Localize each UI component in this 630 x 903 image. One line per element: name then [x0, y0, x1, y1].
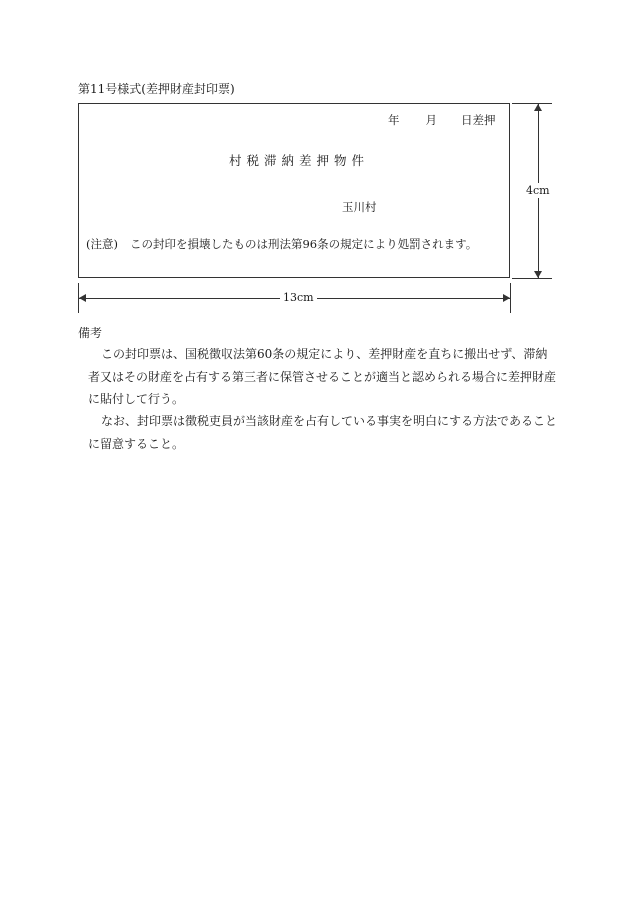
- year-label: 年: [388, 113, 400, 127]
- form-title: 第11号様式(差押財産封印票): [78, 82, 235, 96]
- remarks-paragraph-1: この封印票は、国税徴収法第60条の規定により、差押財産を直ちに搬出せず、滞納者又はその財産を占有する第三者に保管させることが適当と認められる場合に差押財産に貼付して行う。: [88, 347, 557, 406]
- seal-note: [86, 236, 477, 252]
- width-dimension-right-tick: [510, 283, 511, 313]
- arrow-right-icon: [503, 294, 510, 302]
- seal-title: 村税滞納差押物件: [229, 153, 370, 168]
- height-dimension-bottom-tick: [512, 278, 552, 279]
- width-dimension-label: 13cm: [280, 291, 317, 304]
- height-dimension-label: 4cm: [526, 184, 550, 197]
- arrow-down-icon: [534, 271, 542, 278]
- seal-date-line: [388, 112, 496, 128]
- height-dimension-top-tick: [512, 103, 552, 104]
- remarks-title: 備考: [78, 326, 103, 340]
- arrow-left-icon: [79, 294, 86, 302]
- month-label: 月: [425, 113, 437, 127]
- note-label: (注意): [86, 237, 118, 251]
- day-label: 日差押: [461, 113, 496, 127]
- note-text: この封印を損壊したものは刑法第96条の規定により処罰されます。: [129, 237, 478, 251]
- seal-village: 玉川村: [342, 200, 377, 214]
- arrow-up-icon: [534, 104, 542, 111]
- remarks-paragraph-2: なお、封印票は徴税吏員が当該財産を占有している事実を明白にする方法であることに留意すること。: [88, 414, 558, 451]
